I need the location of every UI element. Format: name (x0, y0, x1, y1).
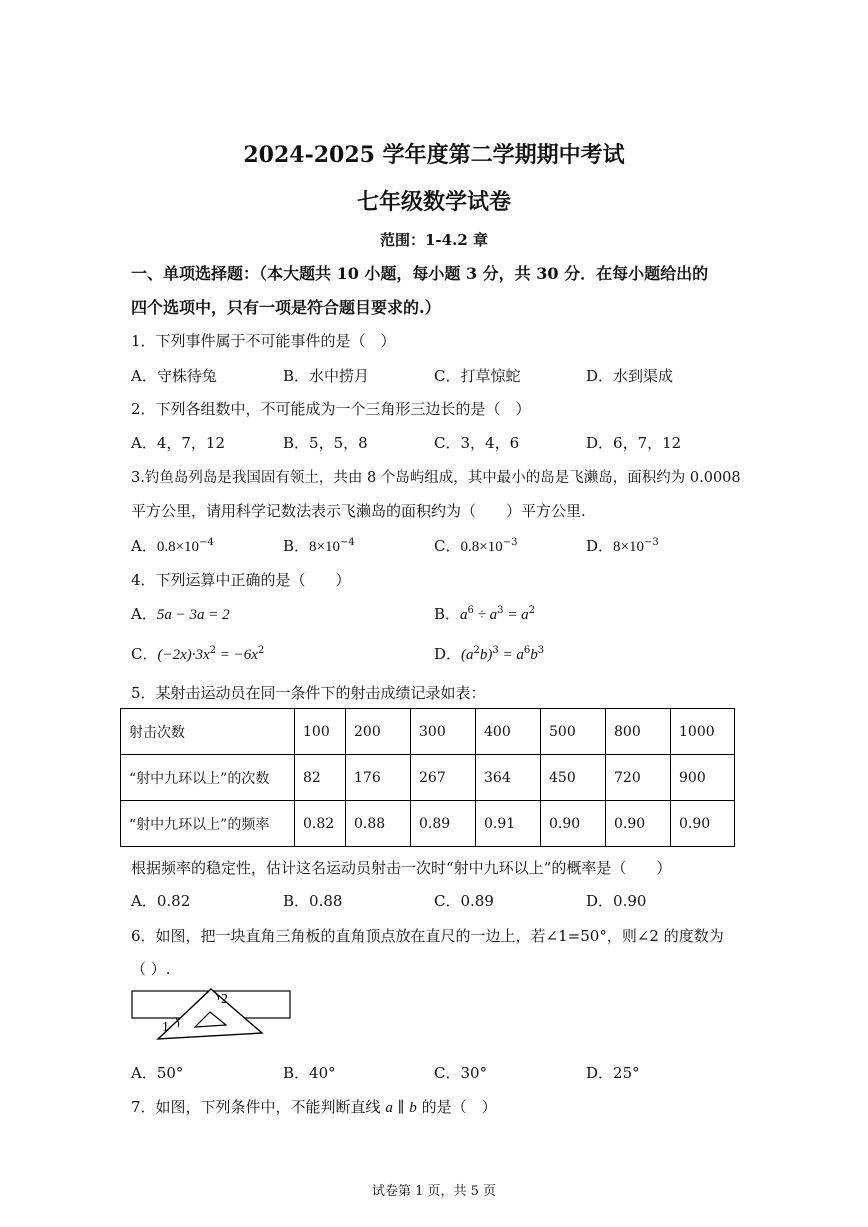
table-cell: 176 (346, 755, 411, 801)
table-cell: “射中九环以上”的频率 (121, 801, 295, 847)
q6-option-c: C．30° (434, 1064, 488, 1082)
table-cell: 0.91 (476, 801, 541, 847)
q4-stem: 4．下列运算中正确的是（ ） (131, 571, 351, 589)
table-cell: 0.89 (411, 801, 476, 847)
q3-stem-line1: 3.钓鱼岛列岛是我国固有领土，共由 8 个岛屿组成，其中最小的岛是飞濑岛，面积约为 0.0008 (131, 470, 741, 486)
q6-option-d: D．25° (586, 1064, 640, 1082)
table-cell: 0.82 (295, 801, 346, 847)
table-cell: 0.90 (671, 801, 735, 847)
q1-option-c: C．打草惊蛇 (434, 367, 521, 385)
table-cell: “射中九环以上”的次数 (121, 755, 295, 801)
q5-question: 根据频率的稳定性，估计这名运动员射击一次时“射中九环以上”的概率是（ ） (131, 859, 672, 877)
q3-option-d: D．$8\times 10^{-3}$ (586, 537, 659, 555)
page-footer: 试卷第 1 页，共 5 页 (371, 1184, 497, 1199)
q3-stem-line2: 平方公里，请用科学记数法表示飞濑岛的面积约为（ ）平方公里. (131, 502, 586, 520)
shooting-record-table (120, 708, 735, 847)
q4-option-a: A．5a − 3a = 2 (131, 605, 230, 623)
table-cell: 364 (476, 755, 541, 801)
angle-1-label: 1 (162, 1020, 169, 1035)
table-cell: 500 (541, 709, 606, 755)
q2-option-d: D．6，7，12 (586, 434, 682, 452)
table-cell: 0.90 (541, 801, 606, 847)
section-heading-line1: 一、单项选择题：（本大题共 10 小题，每小题 3 分，共 30 分．在每小题给出的 (131, 264, 709, 283)
q2-option-a: A．4，7，12 (131, 434, 226, 452)
q5-option-d: D．0.90 (586, 892, 647, 910)
section-heading-line2: 四个选项中，只有一项是符合题目要求的.） (131, 298, 441, 317)
table-cell: 300 (411, 709, 476, 755)
q5-option-b: B．0.88 (283, 892, 343, 910)
q4-option-c: C．$(-2x)\cdot 3x^2 = -6x^2$ (131, 645, 265, 663)
table-row (121, 709, 735, 755)
q2-stem: 2．下列各组数中，不可能成为一个三角形三边长的是（ ） (131, 400, 531, 418)
table-cell: 720 (606, 755, 671, 801)
q3-option-b: B．$8\times 10^{-4}$ (283, 537, 355, 555)
q1-option-d: D．水到渠成 (586, 367, 674, 385)
ruler-triangle-figure (128, 985, 298, 1043)
table-cell: 0.88 (346, 801, 411, 847)
q6-option-a: A．50° (131, 1064, 184, 1082)
q7-stem: 7．如图，下列条件中，不能判断直线 a ∥ b 的是（ ） (131, 1098, 497, 1116)
table-cell: 200 (346, 709, 411, 755)
q5-option-a: A．0.82 (131, 892, 191, 910)
exam-subtitle: 七年级数学试卷 (356, 189, 511, 215)
table-cell: 82 (295, 755, 346, 801)
q3-option-a: A．$0.8\times 10^{-4}$ (131, 537, 214, 555)
table-cell: 1000 (671, 709, 735, 755)
table-cell: 0.90 (606, 801, 671, 847)
q2-option-c: C．3，4，6 (434, 434, 520, 452)
q1-stem: 1．下列事件属于不可能事件的是（ ） (131, 332, 396, 350)
q1-option-a: A．守株待兔 (131, 367, 217, 385)
table-cell: 100 (295, 709, 346, 755)
q3-option-c: C．$0.8\times 10^{-3}$ (434, 537, 518, 555)
table-cell: 450 (541, 755, 606, 801)
q4-option-b: B．$a^6 \div a^3 = a^2$ (434, 605, 536, 623)
exam-title: 2024-2025 学年度第二学期期中考试 (243, 142, 625, 168)
q4-option-d: D．$(a^2b)^3 = a^6b^3$ (434, 645, 545, 663)
q6-stem-line2: （ ）. (131, 960, 171, 978)
q5-option-c: C．0.89 (434, 892, 494, 910)
table-row (121, 755, 735, 801)
table-cell: 900 (671, 755, 735, 801)
q2-option-b: B．5，5，8 (283, 434, 368, 452)
angle-2-label: 2 (221, 992, 228, 1007)
table-cell: 射击次数 (121, 709, 295, 755)
q6-option-b: B．40° (283, 1064, 336, 1082)
q1-option-b: B．水中捞月 (283, 367, 370, 385)
table-row (121, 801, 735, 847)
table-cell: 800 (606, 709, 671, 755)
table-cell: 400 (476, 709, 541, 755)
table-cell: 267 (411, 755, 476, 801)
q5-stem: 5．某射击运动员在同一条件下的射击成绩记录如表： (131, 684, 486, 702)
exam-scope: 范围：1-4.2 章 (380, 231, 488, 249)
q6-stem-line1: 6．如图，把一块直角三角板的直角顶点放在直尺的一边上，若∠1=50°，则∠2 的度数为 (131, 927, 724, 945)
